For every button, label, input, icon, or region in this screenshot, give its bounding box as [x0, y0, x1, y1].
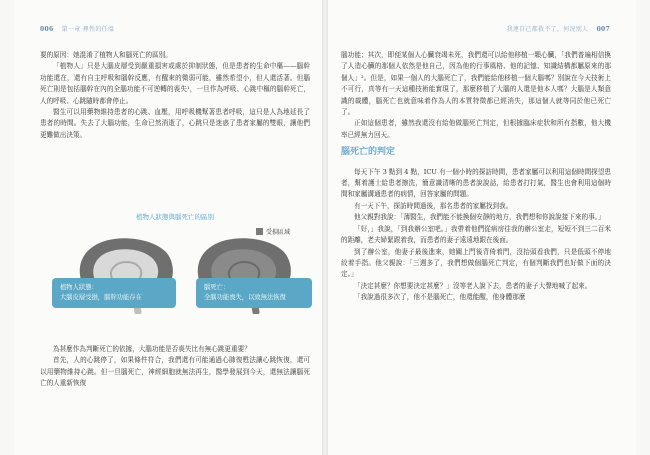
caption-heading: 植物人狀態：	[60, 284, 98, 291]
paragraph: 他父親對我說：「薄醫生，我們能不能換個安靜的地方，我們想和你說說接下來的事。」	[354, 213, 605, 222]
paragraph: 有一天下午，探訪時間過後，那名患者的家屬找到我。	[354, 201, 513, 210]
paragraph: 「植物人」只是大腦皮層受到嚴重損害或處於抑制狀態，但是患者的生命中樞——腦幹功能還在，還有自主呼吸和腦幹反應，有醒來的微弱可能，雖然希望小，但人還活著。但腦死亡則是包括腦幹在內的全腦功能不可逆轉的喪失¹，一旦作為呼吸、心跳中樞的腦幹死亡，人的呼吸、心跳隨時都會停止。	[40, 62, 310, 105]
paragraph: 醫生可以用藥物維持患者的心跳、血壓，用呼吸機幫著患者呼吸，這只是人為地延長了患者的時間。失去了大腦功能，生命已然消逝了，心跳只是迷惑了患者家屬的雙眼，讓他們更難做出決策。	[40, 108, 310, 139]
paragraph: 首先，人的心跳停了，如果條件符合，我們還有可能通過心肺復甦法讓心跳恢復，還可以用藥物維持心跳。但一旦腦死亡，神經細胞就無法再生，醫學發展到今天，還無法讓腦死亡的人重新恢復	[40, 356, 310, 388]
paragraph: 每天下午 3 點到 4 點，ICU 有一個小時的探訪時間，患者家屬可以利用這個時間探望患者，幫着護士給患者擦洗，簡意識清晰的患者說說話，給患者打打氣，醫生也會利用這個時間和家屬溝通患者的病情，回答家屬的問題。	[341, 167, 611, 199]
paragraph: 為甚麼作為判斷死亡的依據，大腦功能是否喪失比有無心跳更重要？	[53, 345, 251, 353]
book-gutter	[322, 0, 328, 455]
caption-detail: 全腦功能喪失，以致無法恢復	[204, 294, 286, 301]
right-text-column	[341, 50, 611, 304]
left-page-number: 006	[40, 26, 54, 33]
legend-label: 受損區域	[266, 229, 291, 236]
paragraph: 要的原因：她混淆了植物人和腦死亡的區別。	[40, 51, 172, 59]
right-running-head	[506, 24, 610, 33]
paragraph: 「決定甚麼？你想要決定甚麼？」沒等老人說下去，患者的妻子大聲地喊了起來。	[354, 281, 592, 290]
left-top-text	[40, 50, 310, 141]
paragraph: 正如這個患者，雖然我還沒有給他做腦死亡判定，但根據臨床症狀和所有指數，他大機率已經無力回天。	[341, 119, 611, 139]
section-body	[341, 167, 611, 304]
vegetative-state-caption	[52, 278, 176, 308]
caption-detail: 大腦皮層受損，腦幹功能存在	[60, 294, 142, 301]
caption-heading: 腦死亡：	[204, 284, 230, 291]
left-chapter-title: 第一章 裡性的任溫	[61, 26, 115, 33]
left-bottom-text	[40, 344, 310, 390]
left-running-head	[40, 24, 114, 33]
figure-title: 植物人狀態與腦死亡的區別	[136, 213, 214, 221]
right-top-text	[341, 50, 611, 141]
paragraph: 「我說過很多次了，他不是腦死亡，他還能醒，他身體那麼	[354, 293, 526, 302]
section-heading: 腦死亡的判定	[341, 147, 396, 158]
paragraph: 到了辦公室，他妻子最後進來，她關上門後背倚着門，沒抬頭看我們，只是低頭不停地絞着手指。他父親說：「三週多了，我們想做個腦死亡判定，有個判斷我們也好做下面的決定。」	[341, 247, 611, 279]
right-chapter-title: 我連自己都救不了，何況別人	[506, 26, 589, 33]
paragraph: 腦功能；其次，即便某個人心臟衰竭未死，我們還可以給他移植一顆心臟，「我們普遍相信換了人造心臟的那個人依然是他自己，因為他的行事風格、他的記憶、知識結構都屬原來的那個人」²。但是，如果一個人的大腦死亡了，我們能給他移植一個大腦嗎？別說在今天技術上不可行，真等有一天這種技術能實現了，那麼移植了大腦的人還是他本人嗎？大腦是人類意識的載體，腦死亡也就意味着作為人的本質特徵都已經消失，那這個人就等同於他已死亡了。	[341, 51, 611, 117]
paragraph: 「好，」我說，「到我辦公室吧。」我帶着他們從病房往我的辦公室走，短短不到三二百米的距離，老夫婦緊跟着我，而患者的妻子遠遠地跟在後面。	[341, 224, 611, 245]
brain-death-caption	[196, 278, 312, 308]
right-page-number: 007	[596, 26, 610, 33]
